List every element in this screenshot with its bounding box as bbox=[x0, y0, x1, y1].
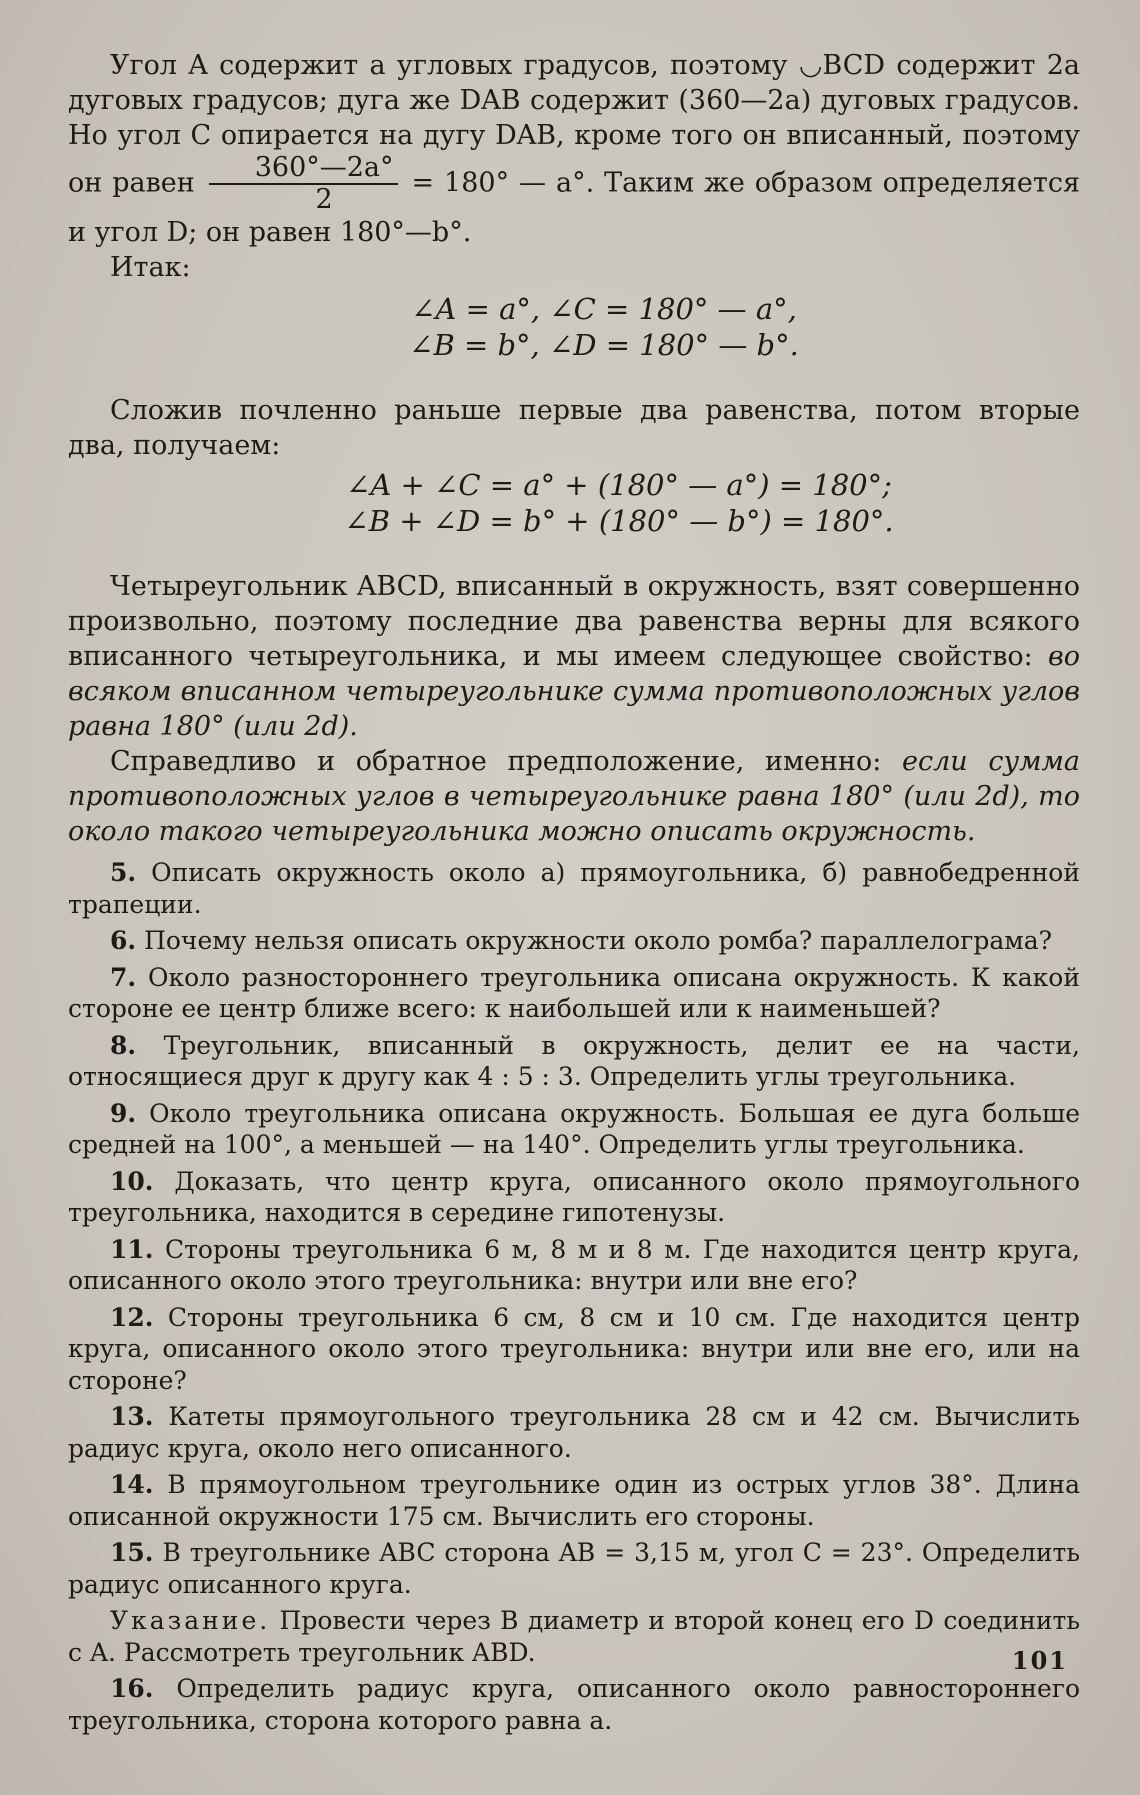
problem-item bbox=[68, 925, 1080, 957]
hint bbox=[68, 1605, 1080, 1668]
problem-text: Определить радиус круга, описанного около равностороннего треугольника, сторона которого равна a. bbox=[68, 1674, 1080, 1735]
problem-text: Описать окружность около а) прямоугольника, б) равнобедренной трапеции. bbox=[68, 858, 1080, 919]
paragraph-adding: Сложив почленно раньше первые два равенства, потом вторые два, получаем: bbox=[68, 395, 1080, 461]
problem-number: 11. bbox=[110, 1234, 154, 1264]
problem-item bbox=[68, 1234, 1080, 1297]
paragraph-property bbox=[68, 569, 1080, 744]
problem-number: 13. bbox=[110, 1402, 154, 1431]
problem-number: 15. bbox=[110, 1538, 154, 1567]
problem-number: 10. bbox=[110, 1166, 154, 1196]
paragraph-property-text: Четыреугольник ABCD, вписанный в окружность, взят совершенно произвольно, поэтому последние два равенства верны для всякого вписанного четыреугольника, и мы имеем следующее свойство: bbox=[68, 571, 1080, 672]
problem-text: Доказать, что центр круга, описанного около прямоугольного треугольника, находится в середине гипотенузы. bbox=[68, 1166, 1080, 1227]
equations-angles: ∠A = a°, ∠C = 180° — a°, ∠B = b°, ∠D = 180° — b°. bbox=[409, 292, 799, 362]
problem-item bbox=[68, 1401, 1080, 1464]
problem-item bbox=[68, 1469, 1080, 1532]
problem-number: 12. bbox=[110, 1302, 154, 1332]
equations-sums: ∠A + ∠C = a° + (180° — a°) = 180°; ∠B + ∠D = b° + (180° — b°) = 180°. bbox=[344, 468, 894, 538]
problem-list bbox=[68, 857, 1080, 1736]
fraction bbox=[209, 153, 398, 215]
problem-item bbox=[68, 962, 1080, 1025]
itak-label: Итак: bbox=[110, 252, 191, 283]
fraction-numerator: 360°—2a° bbox=[209, 153, 398, 185]
problem-text: Стороны треугольника 6 м, 8 м и 8 м. Где находится центр круга, описанного около этого треугольника: внутри или вне его? bbox=[68, 1234, 1080, 1295]
problem-item bbox=[68, 1098, 1080, 1161]
problem-text: Около треугольника описана окружность. Большая ее дуга больше средней на 100°, а меньшей — на 140°. Определить углы треугольника. bbox=[68, 1098, 1080, 1159]
paragraph-angle-proof bbox=[68, 48, 1080, 250]
problem-number: 14. bbox=[110, 1470, 154, 1499]
problem-number: 7. bbox=[110, 962, 137, 992]
problem-number: 16. bbox=[110, 1674, 154, 1703]
problem-number: 9. bbox=[110, 1098, 137, 1128]
paragraph-angle-proof-tail: = 180° — a°. Таким же образом определяется и угол D; он равен 180°—b°. bbox=[68, 167, 1080, 248]
problem-number: 8. bbox=[110, 1030, 137, 1060]
problem-text: Стороны треугольника 6 см, 8 см и 10 см. Где находится центр круга, описанного около этого треугольника: внутри или вне его, или на стороне? bbox=[68, 1302, 1080, 1395]
converse-statement: если сумма противоположных углов в четыреугольнике равна 180° (или 2d), то около такого четыреугольника можно описать окружность. bbox=[68, 746, 1080, 847]
problem-item bbox=[68, 1673, 1080, 1736]
paragraph-converse-text: Справедливо и обратное предположение, именно: bbox=[110, 746, 882, 777]
problem-item bbox=[68, 1302, 1080, 1397]
hint-text: Провести через B диаметр и второй конец его D соединить с A. Рассмотреть треугольник ABD. bbox=[68, 1606, 1080, 1667]
problem-item bbox=[68, 857, 1080, 920]
hint-label: Указание. bbox=[110, 1606, 271, 1635]
problem-item bbox=[68, 1030, 1080, 1093]
problem-number: 5. bbox=[110, 858, 137, 887]
problem-text: Катеты прямоугольного треугольника 28 см и 42 см. Вычислить радиус круга, около него описанного. bbox=[68, 1402, 1080, 1463]
problem-text: В треугольнике ABC сторона AB = 3,15 м, угол C = 23°. Определить радиус описанного круга. bbox=[68, 1538, 1080, 1599]
problem-item bbox=[68, 1166, 1080, 1229]
problem-item bbox=[68, 1537, 1080, 1600]
paragraph-converse bbox=[68, 744, 1080, 849]
paragraph-angle-proof-text: Угол A содержит a угловых градусов, поэтому ◡BCD содержит 2a дуговых градусов; дуга же DAB содержит (360—2a) дуговых градусов. Но угол C опирается на дугу DAB, кроме того он вписанный, поэтому он равен bbox=[68, 50, 1080, 199]
fraction-denominator: 2 bbox=[315, 184, 333, 215]
problem-text: Треугольник, вписанный в окружность, делит ее на части, относящиеся друг к другу как 4 : 5 : 3. Определить углы треугольника. bbox=[68, 1030, 1080, 1091]
page-number: 101 bbox=[1011, 1646, 1068, 1675]
problem-text: В прямоугольном треугольнике один из острых углов 38°. Длина описанной окружности 175 см. Вычислить его стороны. bbox=[68, 1470, 1081, 1531]
problem-text: Около разностороннего треугольника описана окружность. К какой стороне ее центр ближе всего: к наибольшей или к наименьшей? bbox=[68, 962, 1080, 1023]
property-statement: во всяком вписанном четыреугольнике сумма противоположных углов равна 180° (или 2d). bbox=[68, 641, 1080, 742]
problem-number: 6. bbox=[110, 926, 137, 955]
problem-text: Почему нельзя описать окружности около ромба? параллелограма? bbox=[144, 926, 1052, 955]
